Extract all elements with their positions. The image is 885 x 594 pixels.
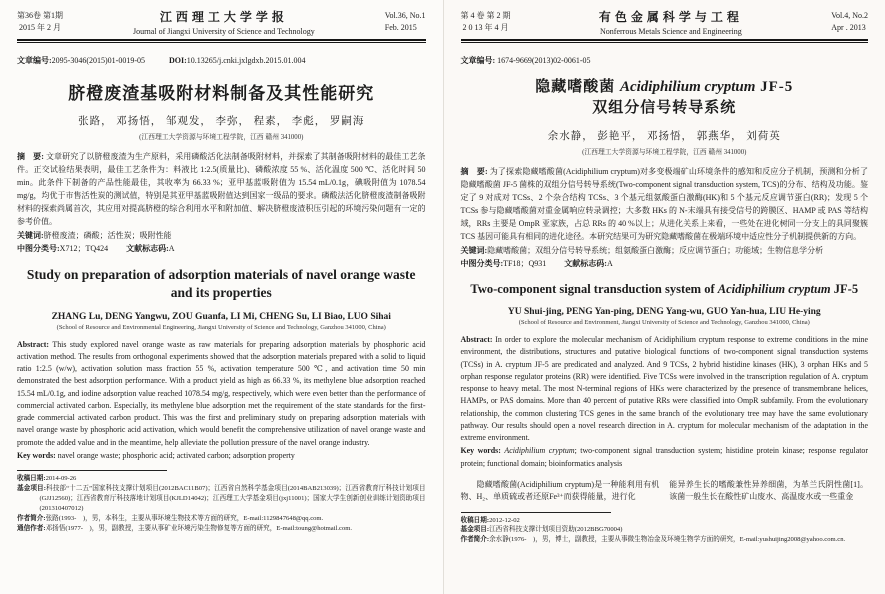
volume-number: Vol.4, No.2: [831, 11, 868, 20]
footnote-received-text: 2012-12-02: [489, 516, 520, 524]
authors-cn: 余水静， 彭艳平， 邓扬悟， 郭燕华， 刘荷英: [547, 131, 781, 142]
footnote-author-bio-label: 作者简介:: [17, 514, 46, 522]
footnote-received-text: 2014-09-26: [45, 475, 77, 483]
footnote-received-label: 收稿日期:: [17, 475, 46, 483]
footnote-corresponding: [17, 524, 426, 534]
issue-number: 第36卷 第1期: [17, 11, 63, 20]
abstract-cn-text: 文章研究了以脐橙废渣为生产原料，采用磷酸活化法制备吸附材料，并探索了其制备吸附材料的最佳工艺条件。正交试验结果表明，最佳工艺条件为：料液比 1:2.5(质量比)、磷酸浓度 55 %、活化温度 500 ℃、活化时间 50 min。此条件下制备的产品性能最佳，其收率为 66.33 %；亚甲基蓝吸附值为 15.54 mL/0.1g，碘吸附值为 1078.54 mg/g，均优于市售活性炭的测试值，特别是其亚甲基蓝吸附值达到国家一级品的要求。磷酸法活化脐橙废渣制备吸附材料的探索尚属首次，其应用对提高脐橙的综合利用水平和附加值、解决脐橙废渣积压引起的环境污染问题有一定的参考价值。: [17, 152, 426, 227]
volume-number: Vol.36, No.1: [384, 11, 426, 20]
affiliation-cn: (江西理工大学资源与环境工程学院，江西 赣州 341000): [139, 134, 304, 141]
doi-label: DOI:: [169, 56, 187, 65]
clc-value: X712；TQ424: [59, 244, 109, 254]
article-no-value: 1674-9669(2013)02-0061-05: [497, 56, 591, 65]
affiliation-cn: (江西理工大学资源与环境工程学院，江西 赣州 341000): [582, 149, 747, 156]
body-column-1: 隐藏嗜酸菌(Acidiphilium cryptum)是一种能利用有机物、H₂、单质硫或者还原Fe³⁺而获得能量，进行化: [460, 479, 660, 502]
abstract-en-text: This study explored navel orange waste as raw materials for preparing adsorption materials by phosphoric acid activation method. The results from orthogonal experiments showed that the adsorption materials prepared with a solid to liquid ratio 1:2.5 (w/w), activation solution mass fraction 55 %, activation temperature 500 ℃, and activation time 50 min demonstrated the best adsorption performance. With a product yield as high as 66.33 %, its methylene blue adsorption reached 15.54 mL/0.1g, and iodine adsorption value reached 1078.54 mg/g, respectively, which were even better than the performance of commercial activated carbon. Especially, its methylene blue adsorption met the requirement of the state standards for the first-grade commercial activated carbon product. This was the first and preliminary study on preparing adsorption materials with navel orange waste by phosphoric acid activation, which would benefit the comprehensive utilization of navel orange waste and promote the added value and in the meantime, help alleviate the pollution pressure of the navel orange industry.: [17, 339, 426, 447]
body-text-columns: [461, 479, 869, 504]
article-no-label: 文章编号:: [460, 56, 496, 65]
title-cn-suffix: JF-5: [755, 79, 794, 95]
article-meta-line: [17, 55, 426, 66]
issue-date-cn: 2015 年 2 月: [19, 23, 61, 32]
keywords-en-label: Key words:: [460, 446, 501, 456]
footnote-author-bio: [461, 535, 869, 545]
issue-number: 第 4 卷 第 2 期: [460, 11, 511, 20]
doc-code-value: A: [168, 244, 175, 254]
clc-value: TF18；Q931: [503, 259, 547, 269]
abstract-en: [17, 339, 426, 449]
clc-label: 中图分类号:: [460, 259, 504, 269]
keywords-label: 关键词:: [460, 246, 488, 256]
paper-title-cn: 脐橙废渣基吸附材料制备及其性能研究: [68, 84, 375, 103]
footnote-received: [17, 474, 426, 484]
journal-name-en: Journal of Jiangxi University of Science and Technology: [133, 27, 315, 36]
issue-info: [461, 10, 511, 34]
paper-title-cn: [461, 77, 869, 119]
footnote-block: [17, 474, 426, 533]
keywords-en: [17, 450, 426, 462]
footnote-corresponding-text: 邓扬悟(1977- )，男，副教授，主要从事矿业环境污染生物修复等方面的研究，E-mail:toung@hotmail.com.: [45, 524, 353, 532]
issue-date-en: Apr . 2013: [831, 23, 866, 32]
volume-info: [831, 10, 868, 34]
doc-code-value: A: [606, 259, 613, 269]
doc-code-label: 文献标志码:: [126, 244, 169, 254]
title-cn-species-italic: Acidiphilium cryptum: [619, 79, 756, 95]
footnote-corresponding-label: 通信作者:: [17, 524, 46, 532]
journal-name-en: Nonferrous Metals Science and Engineering: [600, 27, 742, 36]
keywords-cn: [461, 245, 869, 256]
paper-title-en: Study on preparation of adsorption materials of navel orange waste and its properties: [26, 267, 416, 301]
keywords-en-text: ; two-component signal transduction system; histidine protein kinase; response regulator protein; functional domain; bioinformatics analysis: [460, 446, 869, 468]
journal-header-left: [17, 8, 426, 36]
abstract-en-text: In order to explore the molecular mechanism of Acidiphilium cryptum response to extreme conditions in the mine environment, the distributions, structures and putative biological functions of two-component signal transduction systems (TCSs) in A. cryptum JF-5 are predicated and analyzed. And 9 TCSs, 2 hybrid histidine kinases (HK), 3 orphan HKs and 5 orphan response regulator proteins (RR) were identified. Five TCSs were involved in the transcription regulation of A. cryptum response to heavy metal. The most N-terminal regions of HKs were characterized by the presence of transmembrane helices, HAMPs, or PAS domains. More than 40 percent of putative RRs were classified into OmpR subfamily. From the evolutionary relationship, the common clustering TCS genes in the same branch of the evolutionary tree may have the same evolutionary pathway. Our results should open a novel research direction in A. cryptum for molecular mechanism of the adaptation in the extreme environment.: [460, 335, 868, 443]
issue-date-en: Feb. 2015: [384, 23, 417, 32]
issue-info: [17, 10, 63, 34]
journal-name-block: [511, 8, 832, 36]
footnote-funding: [17, 484, 426, 514]
authors-cn: 张路， 邓扬悟， 邹观发， 李弥， 程素， 李彪， 罗嗣海: [78, 116, 365, 127]
paper-right-page: [443, 0, 885, 594]
clc-line: [17, 243, 426, 254]
doi-value: 10.13265/j.cnki.jxlgdxb.2015.01.004: [186, 56, 306, 65]
affiliation-en: (School of Resource and Environmental Engineering, Jiangxi University of Science and Technology, Ganzhou 341000, China): [56, 323, 386, 331]
abstract-label: 摘 要:: [460, 167, 488, 176]
abstract-label: 摘 要:: [17, 152, 44, 161]
affiliation-en: (School of Resource and Environment, Jiangxi University of Science and Technology, Ganzhou 341000, China): [518, 319, 810, 327]
footnote-funding-text: 科技部“十二五”国家科技支撑计划项目(2012BAC11B07)；江西省自然科学基金项目(2014BAB213039)；江西省教育厅科技计划项目(GJJ12560)；江西省教育厅科技落地计划项目(KJLD14042)；江西理工大学基金项目(jxj11001)；国家大学生创新创业训练计划资助项目(201310407012): [39, 485, 426, 512]
abstract-en-label: Abstract:: [460, 335, 493, 345]
keywords-en-text: navel orange waste; phosphoric acid; activated carbon; adsorption property: [57, 450, 295, 460]
footnote-block: [461, 516, 869, 546]
abstract-en: [461, 334, 869, 444]
body-column-2: 能异养生长的嗜酸兼性异养细菌，为革兰氏阴性菌[1]。该菌一般生长在酸性矿山废水、高温废水或一些重金: [669, 479, 868, 502]
footnote-funding-text: 江西省科技支撑计划项目资助(2012BBG70004): [489, 526, 623, 534]
footnote-funding-label: 基金项目:: [17, 485, 46, 493]
title-cn-prefix: 隐藏嗜酸菌: [535, 79, 620, 95]
paper-title-en: [461, 281, 869, 298]
journal-name-block: [63, 8, 385, 36]
article-meta-line: [461, 55, 869, 66]
keywords-en-label: Key words:: [17, 450, 56, 460]
footnote-author-bio-label: 作者简介:: [460, 536, 490, 544]
abstract-cn-text: 为了探索隐藏嗜酸菌(Acidiphilium cryptum)对多变极端矿山环境条件的感知和反应分子机制，预测和分析了隐藏嗜酸菌 JF-5 菌株的双组分信号转导系统(Two-component signal transduction system, TCS)的分布、结构及功能。鉴定了 9 对成对 TCSs、2 个杂合结构 TCSs、3 个基元组氨酸蛋白激酶(HK)和 5 个基元反应调节蛋白(RR)；发现 5 个 TCSs 参与隐藏嗜酸菌对重金属响应转录调控；大多数 HKs 的 N-末端具有接受信号的跨膜区、HAMP 或 PAS 等结构域，RRs 主要是 OmpR 亚家族，占总 RRs 的 40 %以上；从进化关系上来看，一些处在进化树同一分支上的具同聚簇 TCS 基因可能具有相同的进化途径。本研究结果可为研究隐藏嗜酸菌在极端环境中适应性分子机制提供新的方向。: [460, 167, 868, 242]
footnote-rule: [17, 470, 167, 471]
header-double-rule: [461, 39, 869, 43]
abstract-en-label: Abstract:: [17, 339, 49, 349]
footnote-funding-label: 基金项目:: [460, 526, 490, 534]
title-en-suffix: JF-5: [830, 282, 859, 297]
clc-line: [461, 258, 869, 269]
title-en-prefix: Two-component signal transduction system of: [470, 282, 718, 297]
clc-label: 中图分类号:: [17, 244, 60, 254]
doc-code-label: 文献标志码:: [564, 259, 607, 269]
keywords-label: 关键词:: [17, 231, 44, 241]
footnote-funding: [461, 525, 869, 535]
article-no-label: 文章编号:: [17, 56, 52, 65]
journal-header-right: [461, 8, 869, 36]
keywords-en: [461, 445, 869, 470]
journal-name-cn: 有色金属科学与工程: [598, 10, 743, 24]
keywords-cn: [17, 230, 426, 241]
abstract-cn: [17, 150, 426, 228]
authors-en: YU Shui-jing, PENG Yan-ping, DENG Yang-wu, GUO Yan-hua, LIU He-ying: [507, 307, 821, 318]
footnote-received-label: 收稿日期:: [460, 516, 490, 524]
footnote-rule: [461, 512, 611, 513]
authors-en: ZHANG Lu, DENG Yangwu, ZOU Guanfa, LI Mi, CHENG Su, LI Biao, LUO Sihai: [51, 311, 391, 322]
journal-name-cn: 江西理工大学学报: [159, 10, 288, 24]
title-en-species-italic: Acidiphilium cryptum: [717, 282, 831, 297]
title-cn-line2: 双组分信号转导系统: [592, 100, 737, 116]
keywords-cn-text: 脐橙废渣；磷酸；活性炭；吸附性能: [43, 231, 172, 241]
issue-date-cn: 2 0 13 年 4 月: [462, 23, 509, 32]
article-no-value: 2095-3046(2015)01-0019-05: [51, 56, 145, 65]
footnote-author-bio: [17, 514, 426, 524]
header-double-rule: [17, 39, 426, 43]
volume-info: [385, 10, 426, 34]
footnote-author-bio-text: 余水静(1976- )，男，博士，副教授，主要从事微生物冶金及环境生物学方面的研究，E-mail:yushuijing2008@yahoo.com.cn.: [489, 536, 846, 544]
footnote-received: [461, 516, 869, 526]
footnote-author-bio-text: 张路(1993- )，男，本科生，主要从事环境生物技术等方面的研究，E-mail:1129847648@qq.com.: [45, 514, 324, 522]
keywords-en-species-italic: Acidiphilium cryptum: [504, 446, 575, 456]
abstract-cn: [461, 165, 869, 243]
keywords-cn-text: 隐藏嗜酸菌；双组分信号转导系统；组氨酸蛋白激酶；反应调节蛋白；功能域；生物信息学分析: [487, 246, 824, 256]
